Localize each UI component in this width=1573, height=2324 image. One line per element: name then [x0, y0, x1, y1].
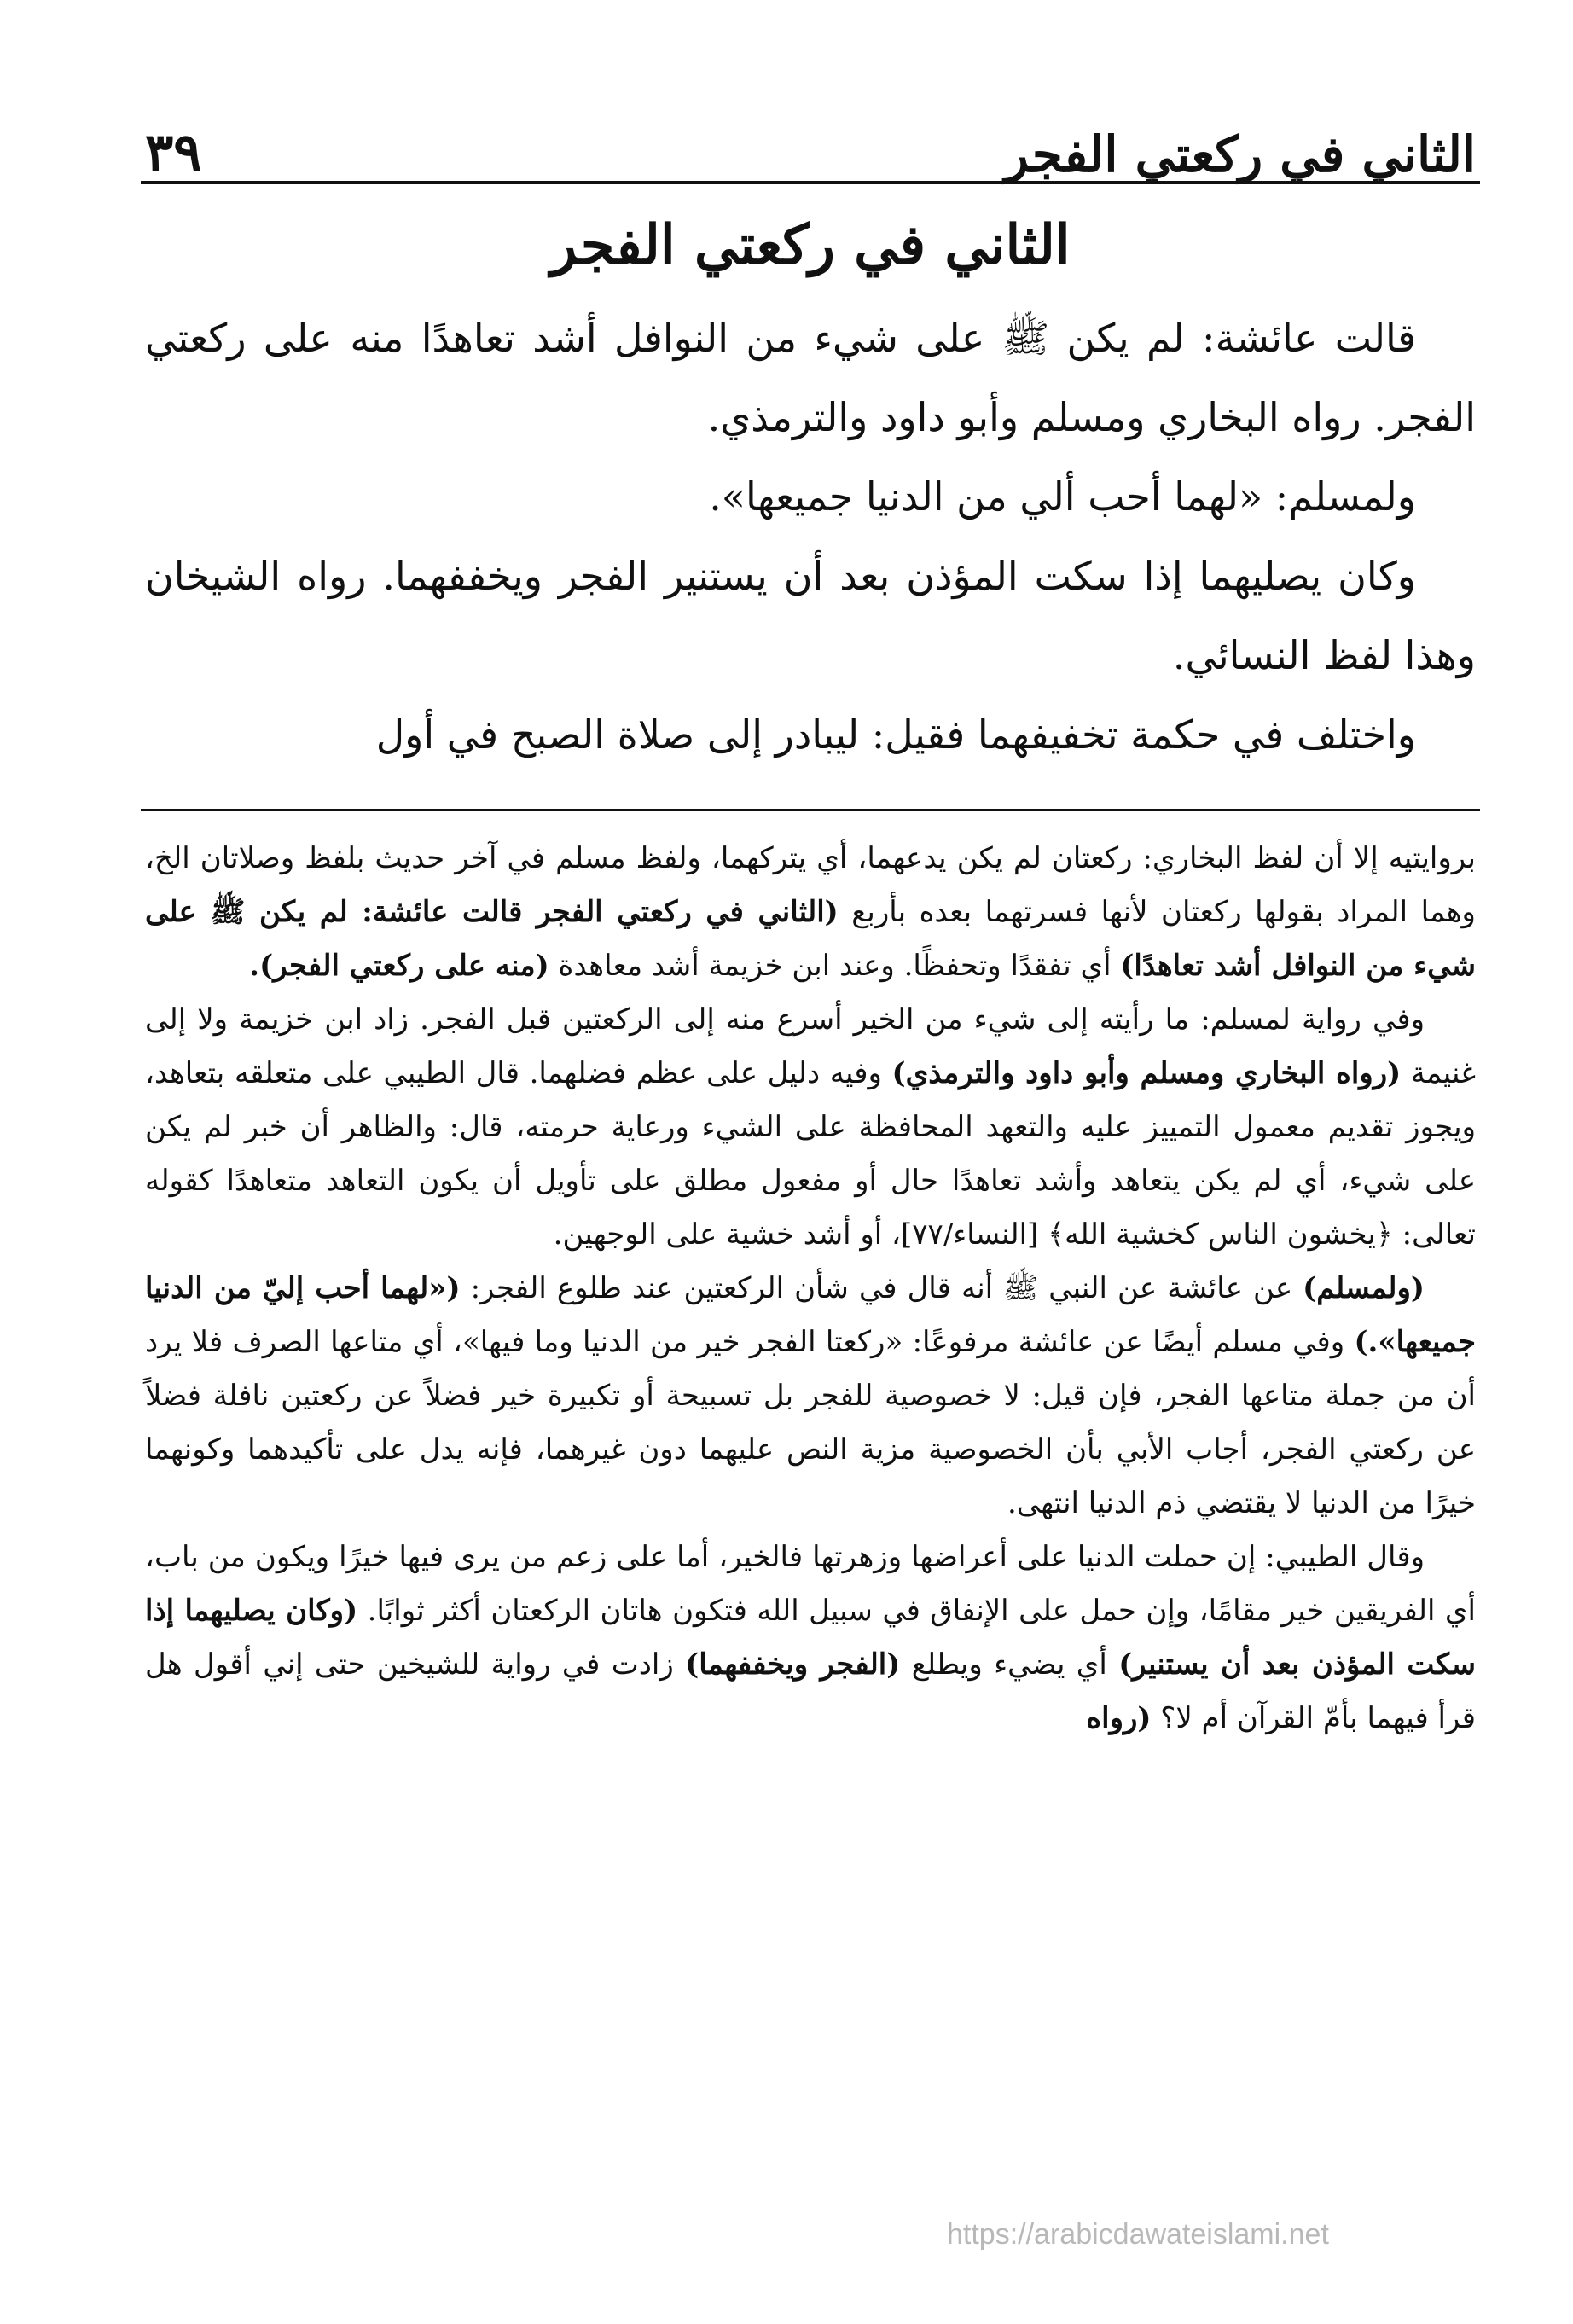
- commentary-text: أي تفقدًا وتحفظًا. وعند ابن خزيمة أشد معاهدة: [549, 949, 1121, 983]
- main-text: [145, 299, 1476, 775]
- commentary-paragraph: [145, 993, 1476, 1262]
- commentary-paragraph: [145, 1262, 1476, 1531]
- main-paragraph: قالت عائشة: لم يكن ﷺ على شيء من النوافل أشد تعاهدًا منه على ركعتي الفجر. رواه البخاري ومسلم وأبو داود والترمذي.: [145, 315, 1476, 440]
- commentary: [145, 832, 1476, 1746]
- commentary-text: أي يضيء ويطلع: [900, 1647, 1119, 1682]
- commentary-text: بروايتيه إلا أن لفظ البخاري: ركعتان لم يكن يدعهما، أي يتركهما، ولفظ مسلم في آخر حديث بلفظ وصلاتان الخ، وهما المراد بقولها ركعتان لأنها فسرتهما بعده بأربع: [145, 841, 1476, 929]
- commentary-text: وفي مسلم أيضًا عن عائشة مرفوعًا: «ركعتا الفجر خير من الدنيا وما فيها»، أي متاعها الصرف فلا يرد أن من جملة متاعها الفجر، فإن قيل: لا خصوصية للفجر بل تسبيحة أو تكبيرة خير فضلاً عن ركعتين نافلة فضلاً عن ركعتي الفجر، أجاب الأبي بأن الخصوصية مزية النص عليهما دون غيرهما، فإنه يدل على تأكيدهما وكونهما خيرًا من الدنيا لا يقتضي ذم الدنيا انتهى.: [145, 1325, 1476, 1520]
- commentary-paragraph: [145, 832, 1476, 993]
- quoted-matn: (الفجر ويخففهما): [685, 1647, 901, 1682]
- commentary-paragraph: [145, 1531, 1476, 1746]
- header-divider: [141, 181, 1480, 184]
- commentary-text: وفي رواية لمسلم: ما رأيته إلى شيء من الخير أسرع منه إلى الركعتين قبل الفجر. زاد ابن خزيمة ولا إلى غنيمة: [145, 1002, 1476, 1090]
- quoted-matn: («لهما أحب إليّ من الدنيا جميعها».): [145, 1271, 1476, 1359]
- commentary-text: عن عائشة عن النبي ﷺ أنه قال في شأن الركعتين عند طلوع الفجر:: [460, 1271, 1303, 1305]
- chapter-title: الثاني في ركعتي الفجر: [550, 213, 1071, 277]
- commentary-divider: [141, 809, 1480, 811]
- quoted-matn: (وكان يصليهما إذا سكت المؤذن بعد أن يستنير): [145, 1594, 1477, 1682]
- page-header: [145, 94, 1476, 183]
- quoted-matn: (منه على ركعتي الفجر).: [249, 949, 549, 983]
- commentary-text: وفيه دليل على عظم فضلهما. قال الطيبي على متعلقه بتعاهد، ويجوز تقديم معمول التمييز عليه والتعهد المحافظة على الشيء ورعاية حرمته، قال: والظاهر أن خبر لم يكن على شيء، أي لم يكن يتعاهد وأشد تعاهدًا حال أو مفعول مطلق على تأويل أن يكون التعاهد متعاهدًا كقوله تعالى: ﴿يخشون الناس كخشية الله﴾ [النساء/٧٧]، أو أشد خشية على الوجهين.: [145, 1056, 1476, 1252]
- quoted-matn: (رواه البخاري ومسلم وأبو داود والترمذي): [891, 1056, 1402, 1090]
- quoted-matn: (رواه: [1086, 1701, 1152, 1735]
- page-number: ٣٩: [145, 121, 202, 183]
- main-paragraph: واختلف في حكمة تخفيفهما فقيل: ليبادر إلى صلاة الصبح في أول: [375, 712, 1416, 758]
- commentary-text: زادت في رواية للشيخين حتى إني أقول هل قرأ فيهما بأمّ القرآن أم لا؟: [145, 1647, 1476, 1735]
- watermark-url: https://arabicdawateislami.net: [947, 2218, 1329, 2251]
- quoted-matn: (الثاني في ركعتي الفجر قالت عائشة: لم يكن ﷺ على شيء من النوافل أشد تعاهدًا): [145, 895, 1476, 983]
- main-paragraph: ولمسلم: «لهما أحب ألي من الدنيا جميعها».: [709, 474, 1416, 520]
- commentary-text: وقال الطيبي: إن حملت الدنيا على أعراضها وزهرتها فالخير، أما على زعم من يرى فيها خيرًا ويكون من باب، أي الفريقين خير مقامًا، وإن حمل على الإنفاق في سبيل الله فتكون هاتان الركعتان أكثر ثوابًا.: [145, 1540, 1476, 1628]
- running-title: الثاني في ركعتي الفجر: [1004, 125, 1476, 183]
- quoted-matn: (ولمسلم): [1303, 1271, 1425, 1305]
- main-paragraph: وكان يصليهما إذا سكت المؤذن بعد أن يستنير الفجر ويخففهما. رواه الشيخان وهذا لفظ النسائي.: [145, 553, 1476, 678]
